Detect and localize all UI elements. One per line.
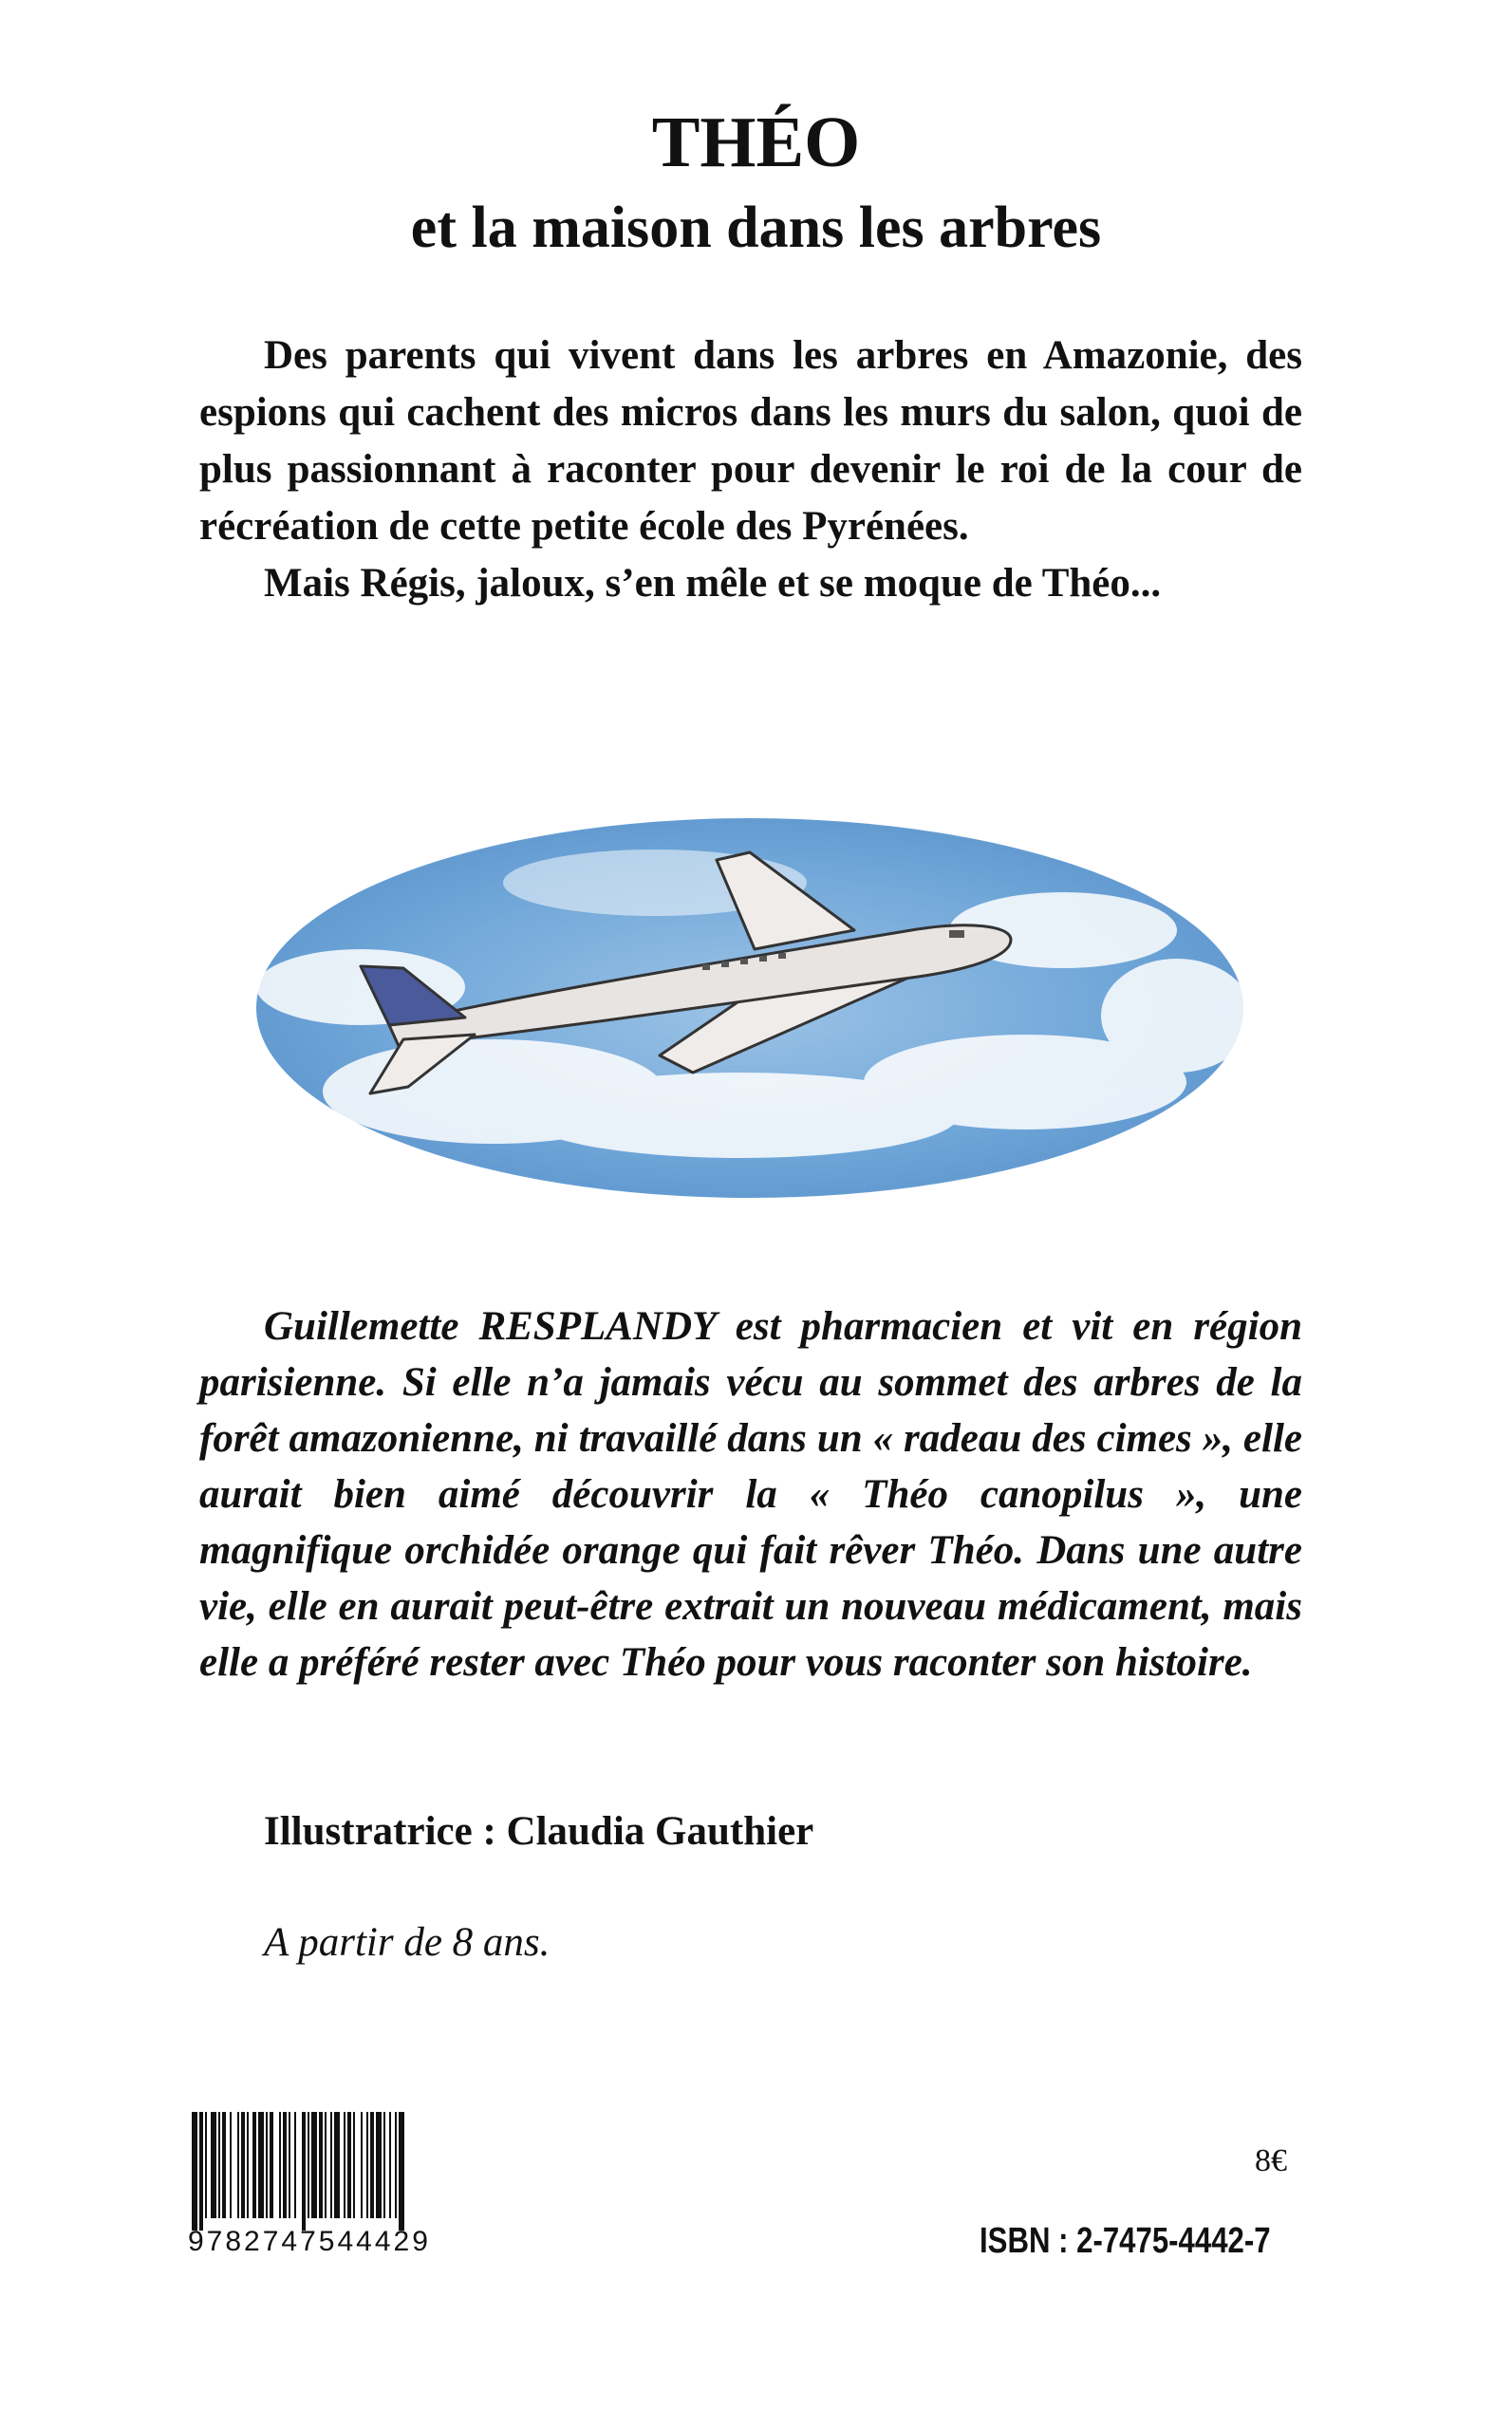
barcode-bar bbox=[241, 2112, 245, 2218]
barcode-digits: 9782747544429 bbox=[188, 2226, 431, 2257]
barcode-bar bbox=[366, 2112, 368, 2218]
barcode-bar bbox=[211, 2112, 216, 2218]
barcode-bar bbox=[308, 2112, 309, 2218]
barcode-bar bbox=[237, 2112, 239, 2218]
barcode-bar bbox=[353, 2112, 355, 2218]
age-range: A partir de 8 ans. bbox=[264, 1920, 551, 1965]
airplane-in-sky-icon bbox=[247, 797, 1253, 1215]
author-name: Guillemette RESPLANDY bbox=[264, 1304, 716, 1349]
barcode-bar bbox=[222, 2112, 226, 2218]
barcode-bar bbox=[205, 2112, 207, 2218]
barcode-bar bbox=[218, 2112, 220, 2218]
blurb-paragraph-2: Mais Régis, jaloux, s’en mêle et se moque de Théo... bbox=[264, 561, 1162, 606]
barcode-bar bbox=[319, 2112, 323, 2218]
barcode-bar bbox=[266, 2112, 268, 2218]
blurb-paragraph-1: Des parents qui vivent dans les arbres en Amazonie, des espions qui cachent des micros dans les murs du salon, quoi de plus passionnant à raconter pour devenir le roi de la cour de récréation de cette petite école des Pyrénées. bbox=[199, 333, 1302, 549]
barcode-bar bbox=[344, 2112, 345, 2218]
barcode-bar bbox=[325, 2112, 327, 2218]
barcode-bar bbox=[258, 2112, 264, 2218]
price: 8€ bbox=[1255, 2143, 1287, 2178]
barcode-bar bbox=[230, 2112, 232, 2218]
barcode-bar bbox=[311, 2112, 317, 2218]
barcode-bar bbox=[370, 2112, 374, 2218]
barcode-bar bbox=[389, 2112, 391, 2218]
barcode-bar bbox=[294, 2112, 296, 2218]
barcode-bar bbox=[252, 2112, 256, 2218]
book-subtitle: et la maison dans les arbres bbox=[410, 196, 1102, 260]
barcode-bar bbox=[376, 2112, 382, 2218]
illustrator-credit: Illustratrice : Claudia Gauthier bbox=[264, 1809, 814, 1854]
barcode-bar bbox=[334, 2112, 340, 2218]
isbn: ISBN : 2-7475-4442-7 bbox=[980, 2221, 1271, 2261]
author-bio-text: est pharmacien et vit en région parisienne. Si elle n’a jamais vécu au sommet des arbres de la forêt amazonienne, ni travaillé dans un « radeau des cimes », elle aurait bien aimé découvrir la « Théo canopilus », une magnifique orchidée orange qui fait rêver Théo. Dans une autre vie, elle en aurait peut-être extrait un nouveau médicament, mais elle a préféré rester avec Théo pour vous raconter son histoire. bbox=[199, 1304, 1303, 1685]
barcode-bar bbox=[395, 2112, 397, 2218]
author-bio bbox=[199, 1298, 1302, 1690]
barcode-bar bbox=[347, 2112, 351, 2218]
barcode bbox=[188, 2112, 506, 2231]
barcode-bar bbox=[383, 2112, 385, 2218]
barcode-bar bbox=[289, 2112, 290, 2218]
book-title: THÉO bbox=[651, 103, 861, 182]
barcode-bar bbox=[361, 2112, 363, 2218]
barcode-bar bbox=[399, 2112, 404, 2231]
barcode-bar bbox=[247, 2112, 249, 2218]
barcode-bar bbox=[270, 2112, 273, 2218]
blurb bbox=[199, 327, 1302, 612]
title-block bbox=[0, 100, 1512, 266]
barcode-bar bbox=[302, 2112, 306, 2231]
barcode-bar bbox=[330, 2112, 332, 2218]
barcode-bar bbox=[199, 2112, 203, 2231]
barcode-bar bbox=[283, 2112, 287, 2218]
barcode-bar bbox=[279, 2112, 281, 2218]
barcode-bar bbox=[192, 2112, 197, 2231]
